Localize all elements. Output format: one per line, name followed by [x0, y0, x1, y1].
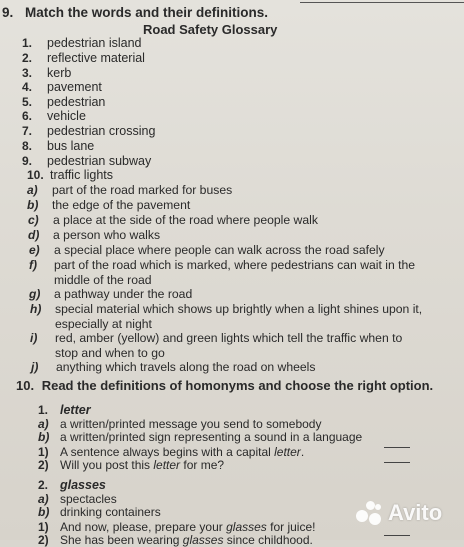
definition-letter: f)	[29, 258, 37, 272]
term-text: vehicle	[47, 109, 86, 123]
sentence-label: 1)	[38, 520, 49, 534]
term-number: 2.	[22, 51, 33, 65]
sentence-text	[60, 445, 304, 459]
answer-blank[interactable]	[384, 447, 410, 448]
exercise-9-number: 9.	[2, 5, 14, 20]
homonym-word: letter	[60, 403, 91, 417]
term-number: 8.	[22, 139, 33, 153]
sentence-before: And now, please, prepare your	[60, 520, 227, 534]
option-text: a written/printed sign representing a sound in a language	[60, 430, 363, 444]
answer-blank[interactable]	[384, 535, 410, 536]
sentence-label: 1)	[38, 445, 49, 459]
definition-text: red, amber (yellow) and green lights which tell the traffic when to	[55, 331, 403, 345]
sentence-text	[60, 533, 313, 547]
definition-text: special material which shows up brightly when a light shines upon it,	[55, 302, 423, 316]
avito-watermark	[356, 500, 442, 526]
homonym-word: glasses	[60, 478, 106, 492]
term-number: 10.	[27, 168, 44, 182]
definition-letter: j)	[31, 360, 39, 374]
option-label: a)	[38, 417, 49, 431]
term-text: traffic lights	[50, 168, 113, 182]
definition-text: stop and when to go	[55, 346, 165, 360]
definition-letter: b)	[27, 198, 39, 212]
term-text: reflective material	[47, 51, 145, 65]
option-label: b)	[38, 505, 50, 519]
term-text: pavement	[47, 80, 102, 94]
definition-letter: i)	[30, 331, 38, 345]
avito-watermark-text: Avito	[388, 500, 443, 525]
option-text: spectacles	[60, 492, 117, 506]
definition-letter: h)	[30, 302, 42, 316]
term-number: 6.	[22, 109, 33, 123]
sentence-homonym: glasses	[226, 520, 267, 534]
sentence-before: A sentence always begins with a capital	[60, 445, 275, 459]
term-text: pedestrian crossing	[47, 124, 156, 138]
definition-text: a place at the side of the road where people walk	[53, 213, 318, 227]
exercise-10-title: Read the definitions of homonyms and choose the right option.	[41, 378, 434, 393]
homonym-number: 2.	[38, 478, 49, 492]
answer-blank[interactable]	[384, 462, 410, 463]
sentence-after: .	[300, 445, 305, 459]
sentence-homonym: letter	[274, 445, 301, 459]
definition-text: anything which travels along the road on wheels	[56, 360, 316, 374]
term-number: 9.	[22, 154, 33, 168]
term-number: 3.	[22, 66, 33, 80]
term-text: kerb	[47, 66, 72, 80]
term-text: pedestrian subway	[47, 154, 152, 168]
definition-text: part of the road marked for buses	[52, 183, 233, 197]
sentence-before: Will you post this	[60, 458, 154, 472]
glossary-title: Road Safety Glossary	[143, 22, 278, 37]
exercise-9-title: Match the words and their definitions.	[25, 5, 269, 20]
exercise-9-heading	[2, 5, 268, 20]
term-number: 1.	[22, 36, 33, 50]
sentence-label: 2)	[38, 458, 49, 472]
top-rule	[300, 2, 464, 3]
definition-letter: a)	[27, 183, 38, 197]
exercise-10-number: 10.	[16, 378, 35, 393]
term-number: 7.	[22, 124, 33, 138]
sentence-text	[60, 520, 315, 534]
sentence-after: since childhood.	[223, 533, 313, 547]
definition-text: part of the road which is marked, where pedestrians can wait in the	[54, 258, 416, 272]
definition-letter: g)	[29, 287, 41, 301]
definition-text: a person who walks	[53, 228, 161, 242]
exercise-10-heading	[16, 378, 433, 393]
sentence-homonym: glasses	[182, 533, 224, 547]
sentence-label: 2)	[38, 533, 49, 547]
option-text: a written/printed message you send to somebody	[60, 417, 322, 431]
definition-text: a special place where people can walk across the road safely	[54, 243, 385, 257]
term-number: 4.	[22, 80, 33, 94]
term-number: 5.	[22, 95, 33, 109]
avito-logo-icon	[356, 500, 382, 526]
definition-letter: c)	[28, 213, 39, 227]
option-label: b)	[38, 430, 50, 444]
term-text: pedestrian	[47, 95, 106, 109]
sentence-before: She has been wearing	[60, 533, 183, 547]
sentence-text	[60, 458, 224, 472]
sentence-after: for juice!	[266, 520, 316, 534]
definition-text: middle of the road	[54, 273, 152, 287]
term-text: bus lane	[47, 139, 95, 153]
term-text: pedestrian island	[47, 36, 142, 50]
option-label: a)	[38, 492, 49, 506]
definition-text: the edge of the pavement	[52, 198, 191, 212]
sentence-after: for me?	[180, 458, 225, 472]
definition-text: especially at night	[55, 317, 152, 331]
definition-letter: d)	[28, 228, 40, 242]
homonym-number: 1.	[38, 403, 49, 417]
definition-letter: e)	[29, 243, 40, 257]
definition-text: a pathway under the road	[54, 287, 193, 301]
option-text: drinking containers	[60, 505, 161, 519]
sentence-homonym: letter	[153, 458, 181, 472]
